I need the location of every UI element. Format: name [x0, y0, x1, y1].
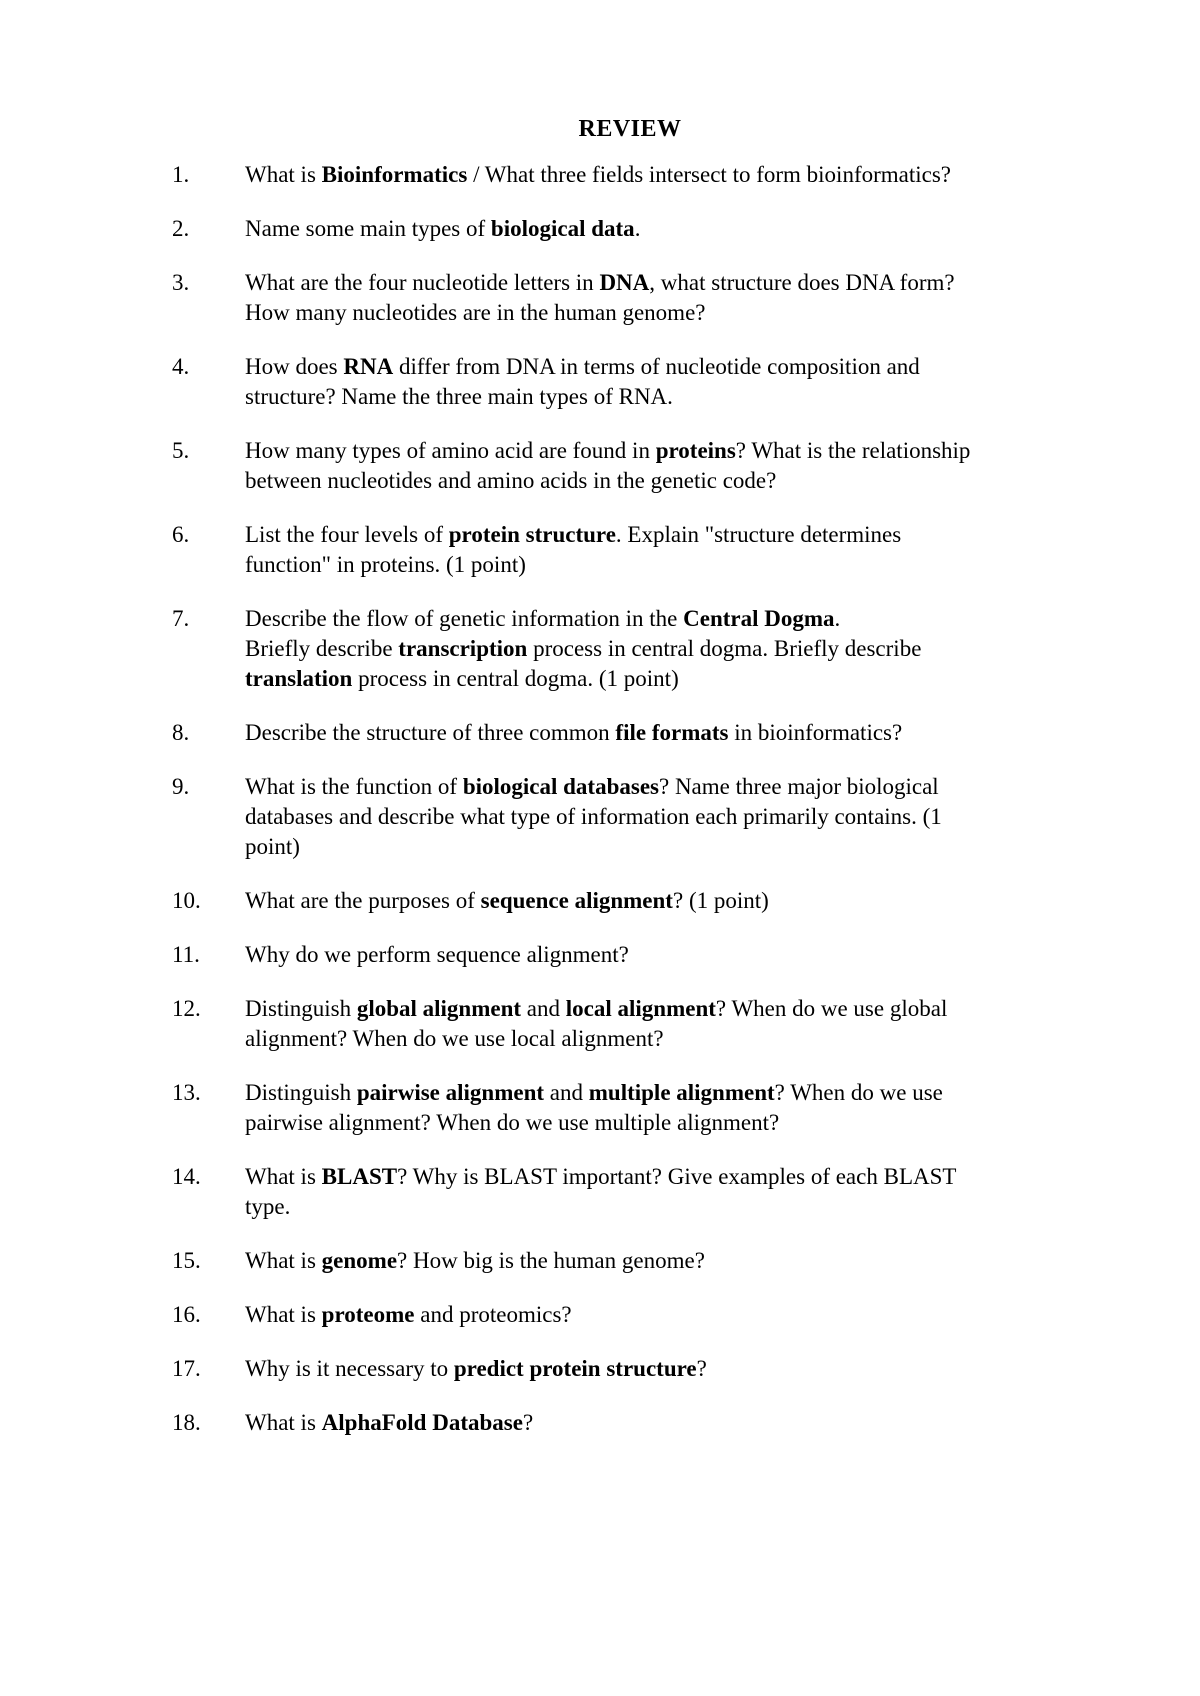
text-run: point) — [245, 834, 300, 859]
text-run: What is — [245, 1302, 322, 1327]
bold-term: BLAST — [321, 1164, 398, 1189]
question-text — [245, 996, 947, 1051]
text-run: and — [544, 1080, 589, 1105]
text-run: How many nucleotides are in the human genome? — [245, 300, 706, 325]
text-run: What is — [245, 162, 322, 187]
question-item — [172, 1354, 1092, 1384]
question-text — [245, 1080, 943, 1135]
bold-term: biological databases — [462, 774, 659, 799]
text-run: ? Why is BLAST important? Give examples of each BLAST — [397, 1164, 957, 1189]
question-text — [245, 888, 769, 913]
question-item — [172, 214, 1092, 244]
question-number: 2. — [172, 216, 190, 241]
bold-term: proteins — [655, 438, 736, 463]
text-run: , what structure does DNA form? — [649, 270, 955, 295]
text-run: What is — [245, 1410, 322, 1435]
question-item — [172, 772, 1092, 862]
text-run: ? — [696, 1356, 707, 1381]
text-run: ? When do we use global — [715, 996, 948, 1021]
text-run: structure? Name the three main types of RNA. — [245, 384, 673, 409]
question-text — [245, 720, 902, 745]
text-run: alignment? When do we use local alignment? — [245, 1026, 664, 1051]
question-text — [245, 438, 970, 493]
text-run: How many types of amino acid are found in — [245, 438, 656, 463]
bold-term: proteome — [321, 1302, 415, 1327]
question-text — [245, 1302, 572, 1327]
question-number: 12. — [172, 996, 201, 1021]
question-text — [245, 162, 951, 187]
question-text — [245, 774, 942, 859]
text-run: What are the purposes of — [245, 888, 481, 913]
text-run: . — [634, 216, 641, 241]
question-item — [172, 1300, 1092, 1330]
question-number: 13. — [172, 1080, 201, 1105]
text-run: Distinguish — [245, 1080, 357, 1105]
question-text — [245, 606, 921, 691]
text-run: What is the function of — [245, 774, 463, 799]
question-number: 17. — [172, 1356, 201, 1381]
bold-term: RNA — [343, 354, 394, 379]
text-run: What is — [245, 1164, 322, 1189]
text-run: process in central dogma. Briefly describe — [527, 636, 922, 661]
question-number: 14. — [172, 1164, 201, 1189]
question-number: 11. — [172, 942, 200, 967]
text-run: ? What is the relationship — [735, 438, 971, 463]
text-run: function" in proteins. (1 point) — [245, 552, 526, 577]
text-run: ? (1 point) — [672, 888, 769, 913]
question-item — [172, 994, 1092, 1054]
question-number: 9. — [172, 774, 190, 799]
text-run: . — [834, 606, 841, 631]
question-item — [172, 436, 1092, 496]
bold-term: genome — [321, 1248, 398, 1273]
question-item — [172, 1408, 1092, 1438]
bold-term: file formats — [615, 720, 729, 745]
question-item — [172, 160, 1092, 190]
question-text — [245, 354, 920, 409]
text-run: differ from DNA in terms of nucleotide composition and — [393, 354, 920, 379]
question-number: 5. — [172, 438, 190, 463]
question-item — [172, 718, 1092, 748]
question-number: 1. — [172, 162, 190, 187]
page-title: REVIEW — [578, 116, 682, 142]
question-number: 18. — [172, 1410, 201, 1435]
bold-term: AlphaFold Database — [321, 1410, 523, 1435]
question-item — [172, 940, 1092, 970]
question-text — [245, 216, 640, 241]
text-run: ? Name three major biological — [658, 774, 939, 799]
bold-term: transcription — [398, 636, 528, 661]
question-number: 15. — [172, 1248, 201, 1273]
text-run: Distinguish — [245, 996, 357, 1021]
bold-term: global alignment — [356, 996, 522, 1021]
question-text — [245, 1248, 705, 1273]
question-item — [172, 520, 1092, 580]
text-run: Name some main types of — [245, 216, 491, 241]
text-run: between nucleotides and amino acids in the genetic code? — [245, 468, 777, 493]
question-item — [172, 1078, 1092, 1138]
bold-term: translation — [245, 666, 353, 691]
question-text — [245, 1164, 956, 1219]
question-item — [172, 604, 1092, 694]
question-text — [245, 1356, 707, 1381]
bold-term: predict protein structure — [453, 1356, 697, 1381]
text-run: ? How big is the human genome? — [397, 1248, 705, 1273]
text-run: and proteomics? — [414, 1302, 572, 1327]
question-item — [172, 1246, 1092, 1276]
bold-term: biological data — [490, 216, 635, 241]
text-run: List the four levels of — [245, 522, 449, 547]
bold-term: DNA — [599, 270, 650, 295]
question-number: 7. — [172, 606, 190, 631]
text-run: What is — [245, 1248, 322, 1273]
question-number: 16. — [172, 1302, 201, 1327]
question-text — [245, 942, 629, 967]
text-run: databases and describe what type of information each primarily contains. (1 — [245, 804, 942, 829]
text-run: ? When do we use — [774, 1080, 943, 1105]
question-text — [245, 1410, 533, 1435]
text-run: . Explain "structure determines — [615, 522, 902, 547]
question-text — [245, 270, 955, 325]
question-item — [172, 886, 1092, 916]
text-run: Describe the flow of genetic information in the — [245, 606, 684, 631]
text-run: How does — [245, 354, 344, 379]
text-run: and — [521, 996, 566, 1021]
question-number: 6. — [172, 522, 190, 547]
text-run: in bioinformatics? — [728, 720, 903, 745]
bold-term: Central Dogma — [683, 606, 835, 631]
bold-term: Bioinformatics — [321, 162, 468, 187]
bold-term: multiple alignment — [588, 1080, 775, 1105]
text-run: What are the four nucleotide letters in — [245, 270, 600, 295]
bold-term: sequence alignment — [480, 888, 673, 913]
bold-term: local alignment — [565, 996, 716, 1021]
text-run: Why do we perform sequence alignment? — [245, 942, 629, 967]
text-run: type. — [245, 1194, 291, 1219]
question-item — [172, 1162, 1092, 1222]
question-list — [172, 160, 1092, 1462]
question-number: 8. — [172, 720, 190, 745]
question-item — [172, 352, 1092, 412]
question-item — [172, 268, 1092, 328]
question-text — [245, 522, 901, 577]
text-run: ? — [522, 1410, 534, 1435]
question-number: 3. — [172, 270, 190, 295]
bold-term: protein structure — [448, 522, 616, 547]
text-run: Describe the structure of three common — [245, 720, 616, 745]
text-run: pairwise alignment? When do we use multiple alignment? — [245, 1110, 780, 1135]
text-run: / What three fields intersect to form bioinformatics? — [467, 162, 952, 187]
question-number: 4. — [172, 354, 190, 379]
text-run: process in central dogma. (1 point) — [352, 666, 679, 691]
bold-term: pairwise alignment — [356, 1080, 545, 1105]
text-run: Why is it necessary to — [245, 1356, 454, 1381]
question-number: 10. — [172, 888, 201, 913]
text-run: Briefly describe — [245, 636, 399, 661]
